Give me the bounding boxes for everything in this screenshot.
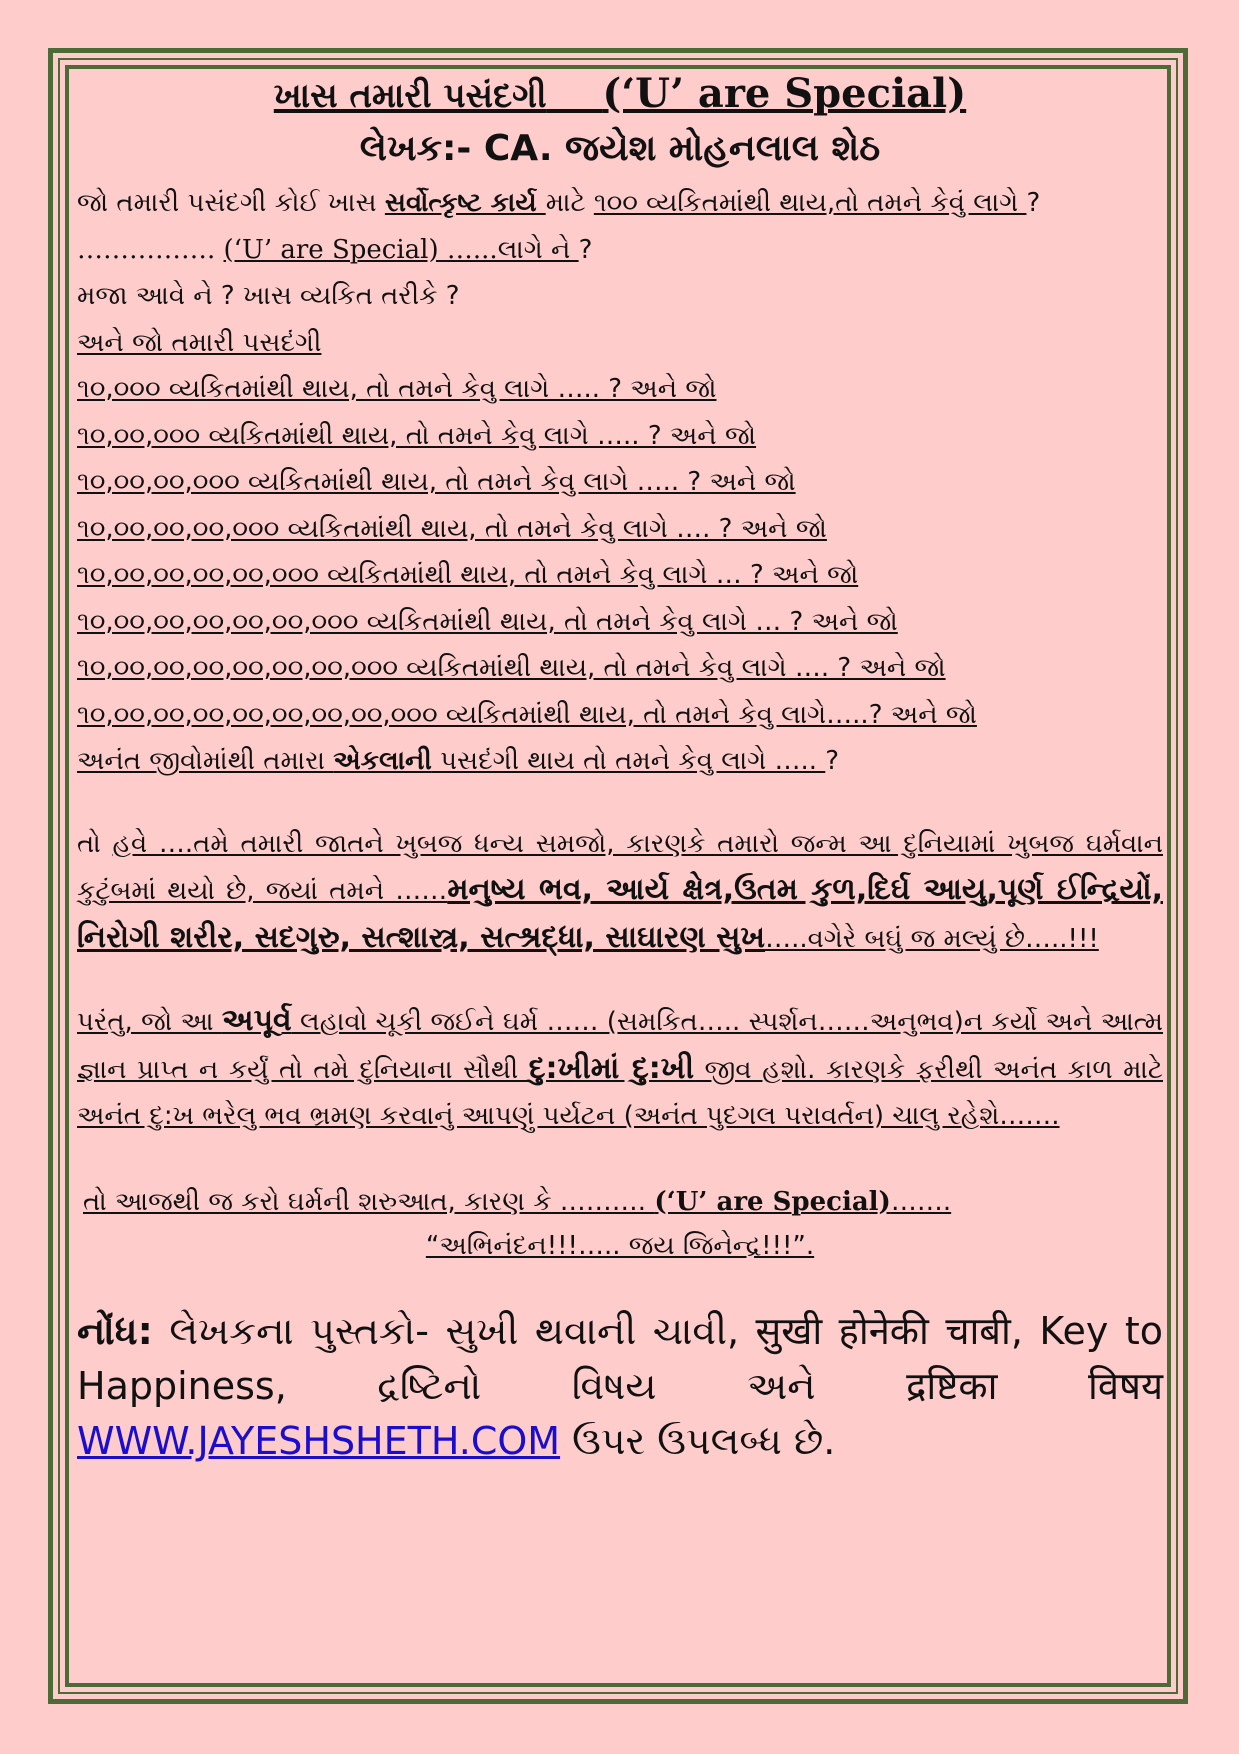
para2-emphasis: અપૂર્વ bbox=[221, 1003, 292, 1038]
para2-text: પરંતુ, જો આ bbox=[77, 1007, 222, 1037]
note-paragraph bbox=[77, 1304, 1163, 1469]
paragraph-blessings bbox=[77, 821, 1163, 963]
count-line: ૧૦,૦૦,૦૦,૦૦,૦૦૦ વ્યકિતમાંથી થાય, તો તમને કેવુ લાગે …. ? અને જો bbox=[77, 513, 827, 544]
intro-dots: ……………. bbox=[77, 234, 224, 265]
document-body bbox=[77, 66, 1163, 1676]
closing-u-special: (‘U’ are Special) bbox=[654, 1186, 891, 1217]
intro-text: માટે bbox=[545, 188, 594, 218]
para1-emphasis: મનુષ્ય ભવ, આર્ય ક્ષેત્ર,ઉતમ કુળ,દિર્ઘ આયુ,પૂર્ણ ઈન્દ્રિયોં, નિરોગી શરીર, સદગુરુ, સત્શાસ્ત્ર, સત્શ્રદ્ધા, સાઘારણ સુખ bbox=[77, 872, 1163, 955]
paragraph-warning bbox=[77, 998, 1163, 1140]
infinite-line bbox=[77, 738, 1163, 785]
website-link[interactable]: WWW.JAYESHSHETH.COM bbox=[77, 1418, 561, 1463]
author-line: લેખક:- CA. જયેશ મોહનલાલ શેઠ bbox=[359, 128, 881, 169]
closing-line bbox=[77, 1180, 1163, 1224]
para2-emphasis: દુ:ખીમાં દુ:ખી bbox=[528, 1050, 695, 1086]
intro-emphasis: સર્વોત્કૃષ્ટ કાર્ય bbox=[384, 188, 546, 218]
intro-line-3: મજા આવે ને ? ખાસ વ્યકિત તરીકે ? bbox=[77, 281, 460, 311]
infinite-text: પસદંગી થાય તો તમને કેવુ લાગે ….. bbox=[431, 746, 826, 776]
note-label: નોંધ: bbox=[77, 1308, 153, 1353]
infinite-emphasis: એકલાની bbox=[333, 746, 432, 776]
count-line: ૧૦,૦૦,૦૦૦ વ્યકિતમાંથી થાય, તો તમને કેવુ લાગે ….. ? અને જો bbox=[77, 420, 757, 451]
intro-text: ? bbox=[578, 234, 593, 265]
closing-text: ……. bbox=[890, 1186, 952, 1217]
count-line: ૧૦,૦૦,૦૦,૦૦,૦૦,૦૦૦ વ્યકિતમાંથી થાય, તો તમને કેવુ લાગે … ? અને જો bbox=[77, 560, 859, 590]
intro-underlined: ૧૦૦ વ્યકિતમાંથી થાય,તો તમને કેવું લાગે bbox=[593, 188, 1027, 218]
infinite-text: અનંત જીવોમાંથી તમારા bbox=[77, 746, 334, 776]
count-line: ૧૦,૦૦,૦૦,૦૦,૦૦,૦૦,૦૦,૦૦,૦૦૦ વ્યકિતમાંથી થાય, તો તમને કેવુ લાગે…..? અને જો bbox=[77, 699, 977, 730]
para1-text: …..વગેરે બઘું જ મલ્યું છે…..!!! bbox=[765, 923, 1099, 954]
count-line: ૧૦,૦૦૦ વ્યકિતમાંથી થાય, તો તમને કેવુ લાગે ….. ? અને જો bbox=[77, 374, 717, 404]
note-text: લેખકના પુસ્તકો- સુખી થવાની ચાવી, सुखी होनेकी चाबी, Key to Happiness, દ્રષ્ટિનો વિષય અને द्रष्टिका विषय bbox=[77, 1308, 1163, 1408]
intro-line-1 bbox=[77, 180, 1163, 227]
count-line: ૧૦,૦૦,૦૦,૦૦,૦૦,૦૦,૦૦૦ વ્યકિતમાંથી થાય, તો તમને કેવુ લાગે … ? અને જો bbox=[77, 606, 898, 637]
para2-text: લહાવો ચૂકી જઈને ઘર્મ …… (સમકિત….. સ્પર્શન……અનુભવ)ન કર્યો અને આત્મ જ્ઞાન પ્રાપ્ત ન કર્યું તો તમે દુનિયાના સૌથી bbox=[77, 1007, 1164, 1085]
intro-u-special: (‘U’ are Special) …...લાગે ને bbox=[223, 234, 579, 265]
para2-text: જીવ હશો. કારણકે ફરીથી અનંત કાળ માટે અનંત દુ:ખ ભરેલુ ભવ ભ્રમણ કરવાનું આપણું પર્યટન (અનંત પુદગલ પરાવર્તન) ચાલુ રહેશે……. bbox=[77, 1054, 1163, 1131]
intro-line-4: અને જો તમારી પસદંગી bbox=[77, 327, 322, 358]
spacer bbox=[77, 1140, 1163, 1180]
spacer bbox=[77, 785, 1163, 821]
count-line: ૧૦,૦૦,૦૦,૦૦,૦૦,૦૦,૦૦,૦૦૦ વ્યકિતમાંથી થાય, તો તમને કેવુ લાગે …. ? અને જો bbox=[77, 653, 946, 683]
intro-text: ? bbox=[1026, 188, 1041, 218]
intro-text: જો તમારી પસંદગી કોઈ ખાસ bbox=[77, 188, 385, 218]
closing-text: તો આજથી જ કરો ઘર્મની શરુઆત, કારણ કે ………. bbox=[83, 1186, 655, 1217]
document-title bbox=[77, 66, 1163, 124]
spacer bbox=[77, 962, 1163, 998]
infinite-text: ? bbox=[825, 746, 840, 776]
spacer bbox=[77, 1268, 1163, 1304]
greeting-text: “અભિનંદન!!!….. જય જિનેન્દ્ર!!!”. bbox=[425, 1230, 815, 1261]
title-english: (‘U’ are Special) bbox=[602, 70, 967, 117]
intro-line-2 bbox=[77, 227, 1163, 274]
para1-text: તો bbox=[77, 828, 113, 859]
note-text: ઉપર ઉપલબ્ધ છે. bbox=[560, 1418, 836, 1463]
closing-greeting bbox=[77, 1224, 1163, 1268]
title-gujarati: ખાસ તમારી પસંદગી bbox=[273, 76, 547, 116]
count-line: ૧૦,૦૦,૦૦,૦૦૦ વ્યકિતમાંથી થાય, તો તમને કેવુ લાગે ….. ? અને જો bbox=[77, 467, 796, 497]
para1-text: હવે ….તમે તમારી જાતને ખુબજ ધન્ય સમજો, કારણકે તમારો જન્મ આ દુનિયામાં ખુબજ ઘર્મવાન કુટુંબમાં થયો છે, જયાં તમને …… bbox=[77, 828, 1163, 906]
